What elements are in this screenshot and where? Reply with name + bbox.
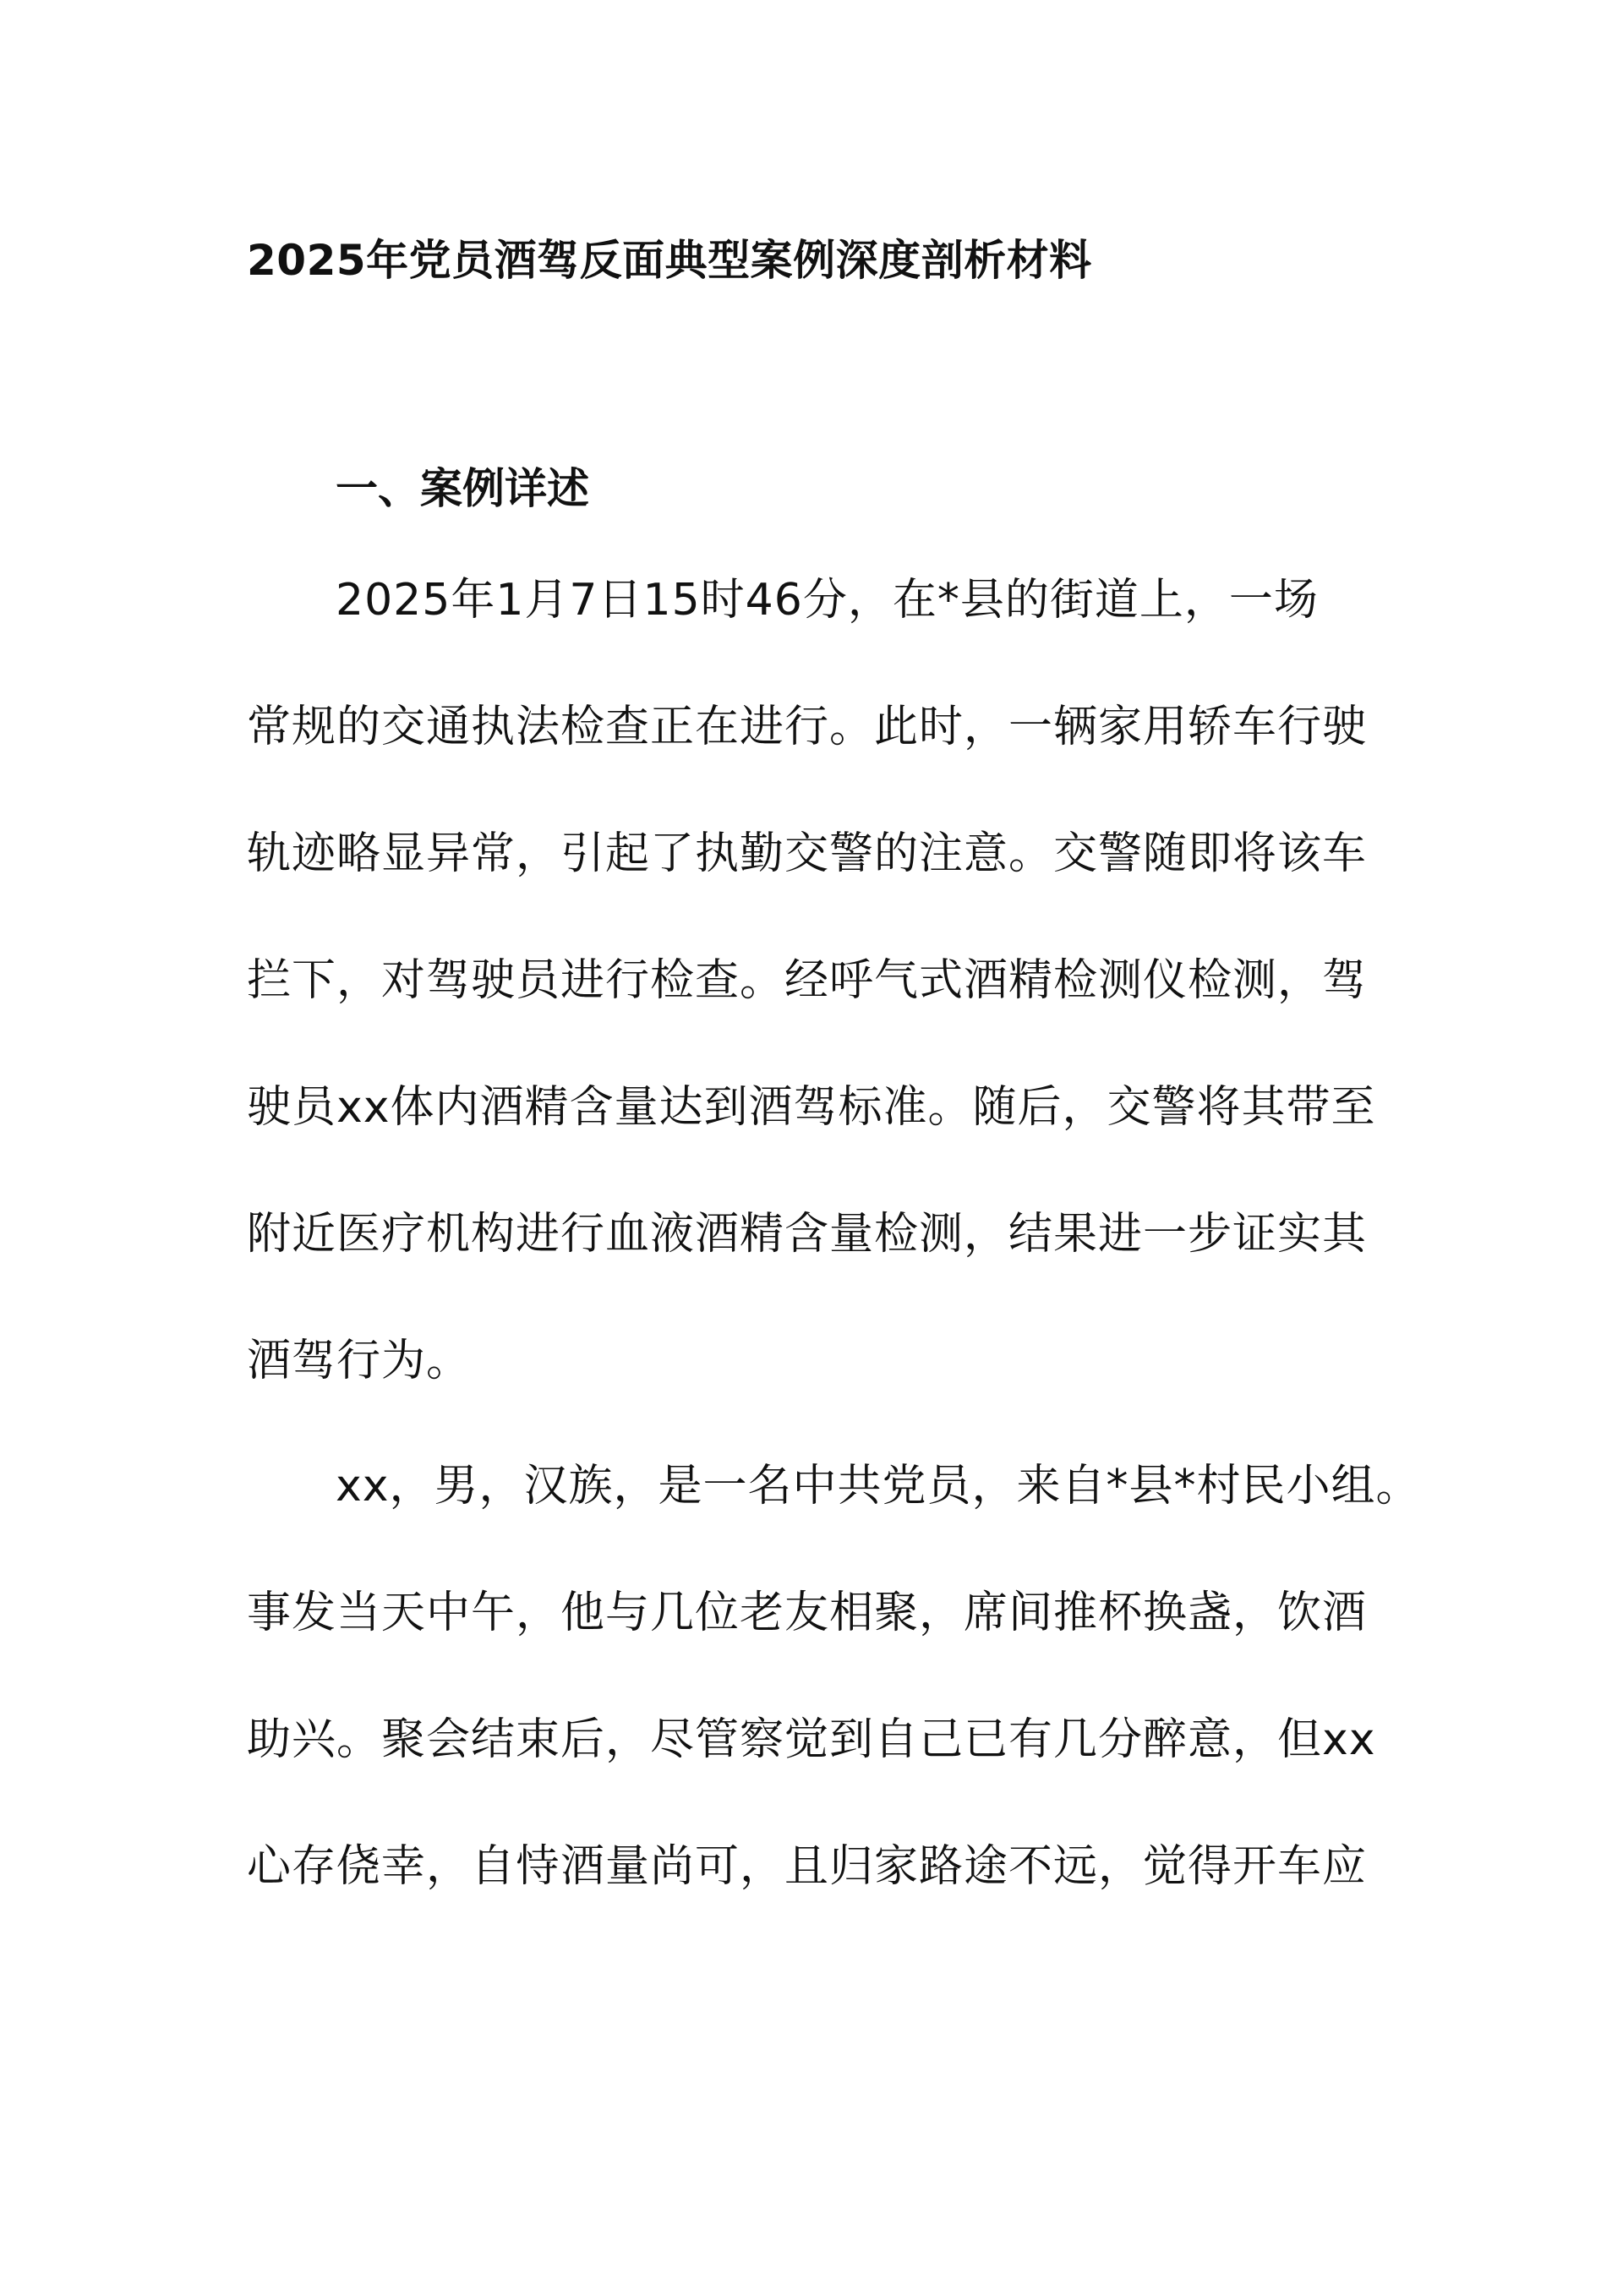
paragraph-2-line-1: xx，男，汉族，是一名中共党员，来自*县*村民小组。 [336, 1461, 1421, 1512]
paragraph-1-line-2: 常规的交通执法检查正在进行。此时，一辆家用轿车行驶 [247, 702, 1368, 752]
paragraph-2-line-4: 心存侥幸，自恃酒量尚可，且归家路途不远，觉得开车应 [247, 1841, 1368, 1892]
section-heading: 一、案例详述 [336, 464, 589, 513]
paragraph-2-line-3: 助兴。聚会结束后，尽管察觉到自己已有几分醉意，但xx [247, 1714, 1376, 1765]
paragraph-1-line-6: 附近医疗机构进行血液酒精含量检测，结果进一步证实其 [247, 1209, 1368, 1260]
paragraph-1-line-7: 酒驾行为。 [247, 1336, 472, 1386]
paragraph-1-line-3: 轨迹略显异常，引起了执勤交警的注意。交警随即将该车 [247, 828, 1368, 879]
document-title: 2025年党员酒驾反面典型案例深度剖析材料 [247, 236, 1092, 285]
paragraph-1-line-1: 2025年1月7日15时46分，在*县的街道上，一场 [336, 575, 1319, 626]
paragraph-2-line-2: 事发当天中午，他与几位老友相聚，席间推杯换盏，饮酒 [247, 1588, 1368, 1638]
paragraph-1-line-5: 驶员xx体内酒精含量达到酒驾标准。随后，交警将其带至 [247, 1082, 1376, 1133]
paragraph-1-line-4: 拦下，对驾驶员进行检查。经呼气式酒精检测仪检测，驾 [247, 955, 1368, 1006]
